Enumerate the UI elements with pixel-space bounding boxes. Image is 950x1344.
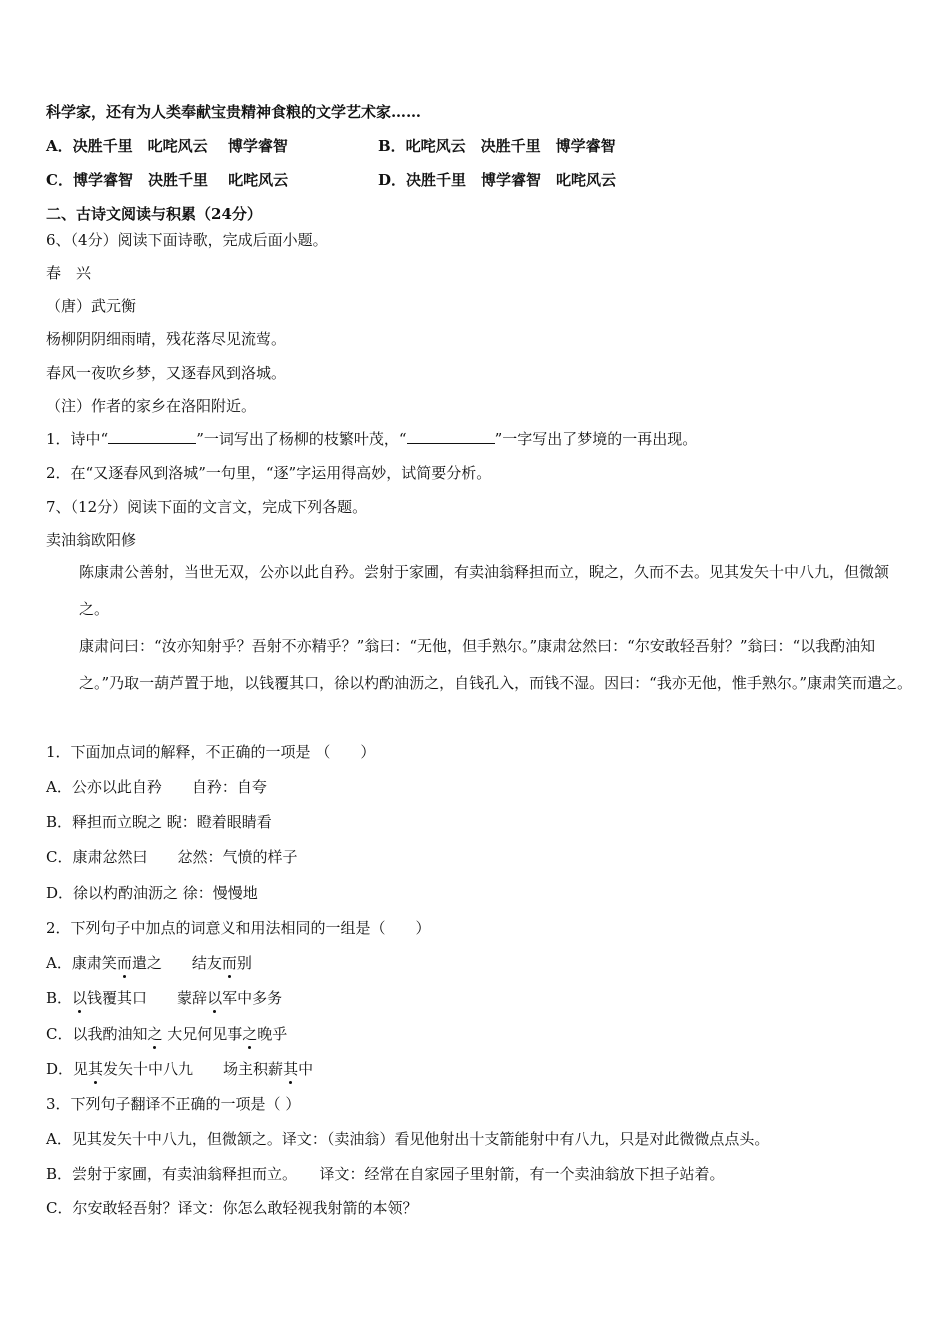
option-text: D．见 bbox=[46, 1060, 89, 1078]
option-text: 大兄何见事 bbox=[162, 1025, 243, 1043]
intro-line: 科学家，还有为人类奉献宝贵精神食粮的文学艺术家…… bbox=[46, 103, 422, 121]
q7-sub1-option-d: D．徐以杓酌油沥之 徐：慢慢地 bbox=[46, 884, 258, 902]
q5-option-b: B．叱咤风云 决胜千里 博学睿智 bbox=[378, 137, 616, 155]
q7-sub3-option-b: B．尝射于家圃，有卖油翁释担而立。 译文：经常在自家园子里射箭，有一个卖油翁放下担子站着。 bbox=[46, 1165, 725, 1183]
q7-sub2-stem: 2．下列句子中加点的词意义和用法相同的一组是（ ） bbox=[46, 919, 431, 937]
q7-sub1-option-c: C．康肃忿然曰 忿然：气愤的样子 bbox=[46, 848, 298, 866]
poem-line-1: 杨柳阴阴细雨晴，残花落尽见流莺。 bbox=[46, 330, 287, 348]
section2-title: 二、古诗文阅读与积累（24分） bbox=[46, 205, 262, 223]
answer-blank-1[interactable] bbox=[108, 429, 196, 444]
poem-author: （唐）武元衡 bbox=[46, 297, 137, 315]
q7-sub1-option-b: B．释担而立睨之 睨：瞪着眼睛看 bbox=[46, 813, 272, 831]
option-text: 遣之 结友 bbox=[131, 954, 222, 972]
option-text: A．康肃笑 bbox=[46, 954, 117, 972]
q6-sub1 bbox=[46, 429, 697, 449]
q5-options-row-1 bbox=[46, 136, 616, 156]
q7-sub2-option-d bbox=[46, 1059, 313, 1079]
dotted-word: 其 bbox=[88, 1060, 104, 1078]
poem-note: （注）作者的家乡在洛阳附近。 bbox=[46, 397, 257, 415]
dotted-word: 其 bbox=[283, 1060, 299, 1078]
text-title: 卖油翁欧阳修 bbox=[46, 531, 137, 549]
q7-stem: 7、（12分）阅读下面的文言文，完成下列各题。 bbox=[46, 498, 368, 516]
dotted-word: 以 bbox=[207, 989, 223, 1007]
dotted-word: 之 bbox=[147, 1025, 163, 1043]
q7-sub3-option-a: A．见其发矢十中八九，但微颔之。译文：（卖油翁）看见他射出十支箭能射中有八九，只是对此微微点点头。 bbox=[46, 1130, 770, 1148]
poem-title: 春 兴 bbox=[46, 264, 92, 282]
answer-blank-2[interactable] bbox=[407, 429, 495, 444]
q5-option-c: C．博学睿智 决胜千里 叱咤风云 bbox=[46, 171, 289, 189]
dotted-word: 之 bbox=[242, 1025, 258, 1043]
passage-paragraph-1: 陈康肃公善射，当世无双，公亦以此自矜。尝射于家圃，有卖油翁释担而立，睨之，久而不去。见其发矢十中八九，但微颔之。 bbox=[79, 563, 890, 618]
q7-sub3-option-c: C．尔安敢轻吾射？译文：你怎么敢轻视我射箭的本领？ bbox=[46, 1199, 418, 1217]
dotted-word: 而 bbox=[221, 954, 237, 972]
option-text: 中 bbox=[298, 1060, 314, 1078]
option-text: 晚乎 bbox=[257, 1025, 288, 1043]
q5-options-row-2 bbox=[46, 170, 617, 190]
option-text: 钱覆其口 蒙辞 bbox=[87, 989, 208, 1007]
q7-sub2-option-a bbox=[46, 953, 252, 973]
passage-paragraph-2: 康肃问曰：“汝亦知射乎？吾射不亦精乎？”翁曰：“无他，但手熟尔。”康肃忿然曰：“尔安敢轻吾射？”翁曰：“以我酌油知之。”乃取一葫芦置于地，以钱覆其口，徐以杓酌油沥之，自钱孔入，而钱不湿。因曰：“我亦无他，惟手熟尔。”康肃笑而遣之。 bbox=[79, 637, 913, 692]
dotted-word: 以 bbox=[72, 989, 88, 1007]
q7-sub1-stem: 1．下面加点词的解释，不正确的一项是 （ ） bbox=[46, 743, 376, 761]
option-text: 发矢十中八九 场主积薪 bbox=[103, 1060, 284, 1078]
option-text: C．以我酌油知 bbox=[46, 1025, 148, 1043]
q6-sub1-text-c: ”一字写出了梦境的一再出现。 bbox=[494, 430, 698, 448]
q6-sub1-text-b: ”一词写出了杨柳的枝繁叶茂，“ bbox=[196, 430, 407, 448]
q7-sub1-option-a: A．公亦以此自矜 自矜：自夸 bbox=[46, 778, 267, 796]
poem-line-2: 春风一夜吹乡梦，又逐春风到洛城。 bbox=[46, 364, 287, 382]
option-text: 别 bbox=[236, 954, 252, 972]
q7-sub3-stem: 3．下列句子翻译不正确的一项是（ ） bbox=[46, 1095, 301, 1113]
q7-sub2-option-b bbox=[46, 988, 282, 1008]
option-text: B． bbox=[46, 989, 73, 1007]
dotted-word: 而 bbox=[116, 954, 132, 972]
q5-option-d: D．决胜千里 博学睿智 叱咤风云 bbox=[378, 171, 617, 189]
q5-option-a: A．决胜千里 叱咤风云 博学睿智 bbox=[46, 137, 288, 155]
q6-sub1-text-a: 1．诗中“ bbox=[46, 430, 109, 448]
q6-stem: 6、（4分）阅读下面诗歌，完成后面小题。 bbox=[46, 231, 328, 249]
q7-sub2-option-c bbox=[46, 1024, 287, 1044]
q6-sub2: 2．在“又逐春风到洛城”一句里，“逐”字运用得高妙，试简要分析。 bbox=[46, 464, 492, 482]
option-text: 军中多务 bbox=[222, 989, 283, 1007]
